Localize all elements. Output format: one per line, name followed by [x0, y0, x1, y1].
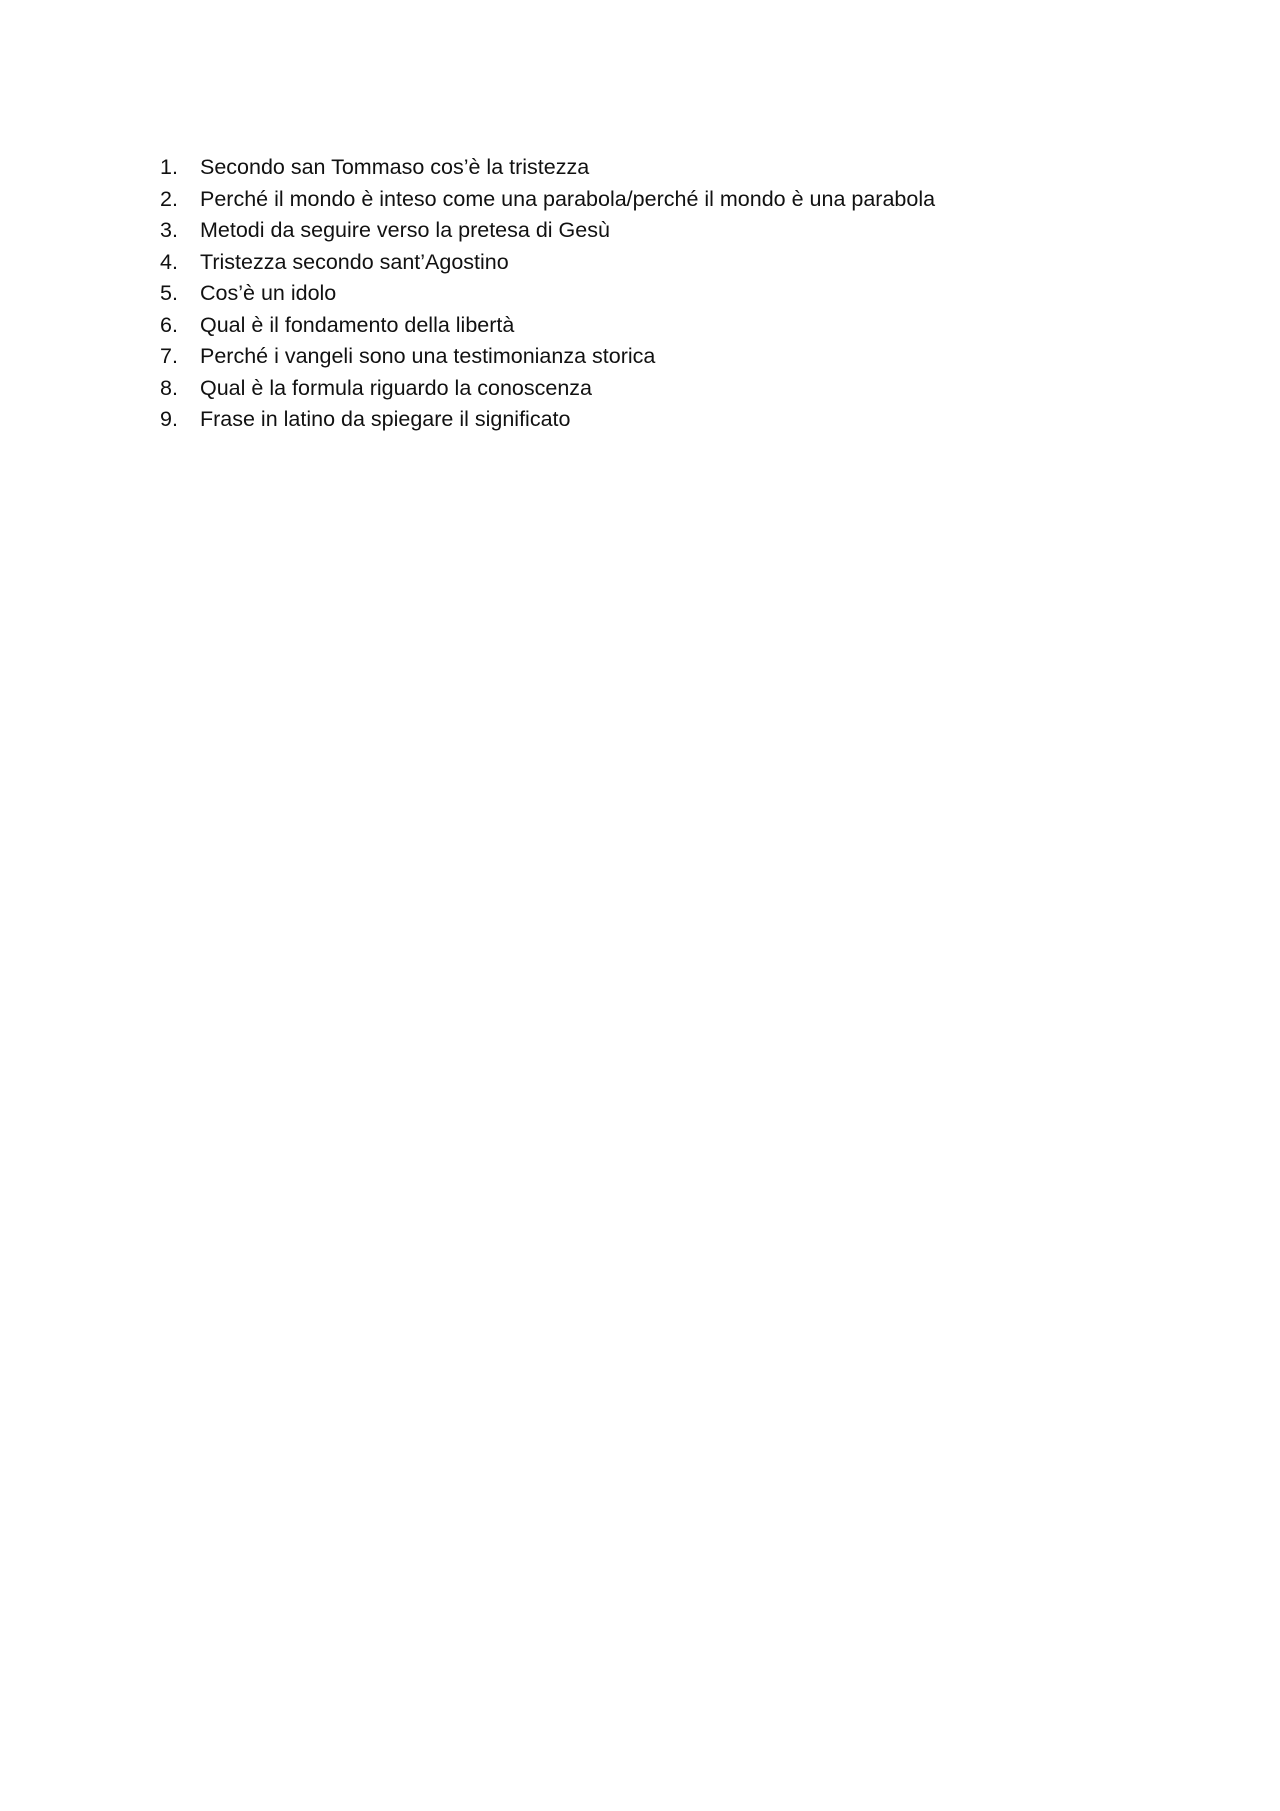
list-item-text: Secondo san Tommaso cos’è la tristezza: [200, 155, 590, 179]
list-item: [160, 341, 935, 373]
list-item: [160, 278, 935, 310]
list-item-number: 8.: [160, 375, 178, 400]
list-item-number: 4.: [160, 249, 178, 274]
list-item: [160, 152, 935, 184]
list-item-text: Qual è la formula riguardo la conoscenza: [200, 375, 592, 400]
list-item-text: Perché il mondo è inteso come una parabola/perché il mondo è una parabola: [200, 186, 936, 211]
list-item-text: Tristezza secondo sant’Agostino: [200, 249, 509, 274]
list-item: [160, 310, 935, 342]
list-item: [160, 404, 935, 436]
list-item-number: 7.: [160, 344, 178, 368]
question-list: [160, 152, 935, 436]
list-item-text: Frase in latino da spiegare il significato: [200, 407, 571, 431]
list-item-number: 3.: [160, 218, 178, 242]
list-item-number: 2.: [160, 186, 178, 211]
list-item: [160, 215, 935, 247]
list-item-number: 5.: [160, 281, 178, 305]
list-item-text: Qual è il fondamento della libertà: [200, 312, 515, 337]
list-item-text: Metodi da seguire verso la pretesa di Gesù: [200, 218, 610, 242]
list-item: [160, 247, 935, 279]
list-item-number: 9.: [160, 407, 178, 431]
list-item: [160, 184, 935, 216]
list-item: [160, 373, 935, 405]
list-item-number: 1.: [160, 155, 178, 179]
list-item-text: Cos’è un idolo: [200, 281, 337, 305]
list-item-number: 6.: [160, 312, 178, 337]
list-item-text: Perché i vangeli sono una testimonianza storica: [200, 344, 656, 368]
